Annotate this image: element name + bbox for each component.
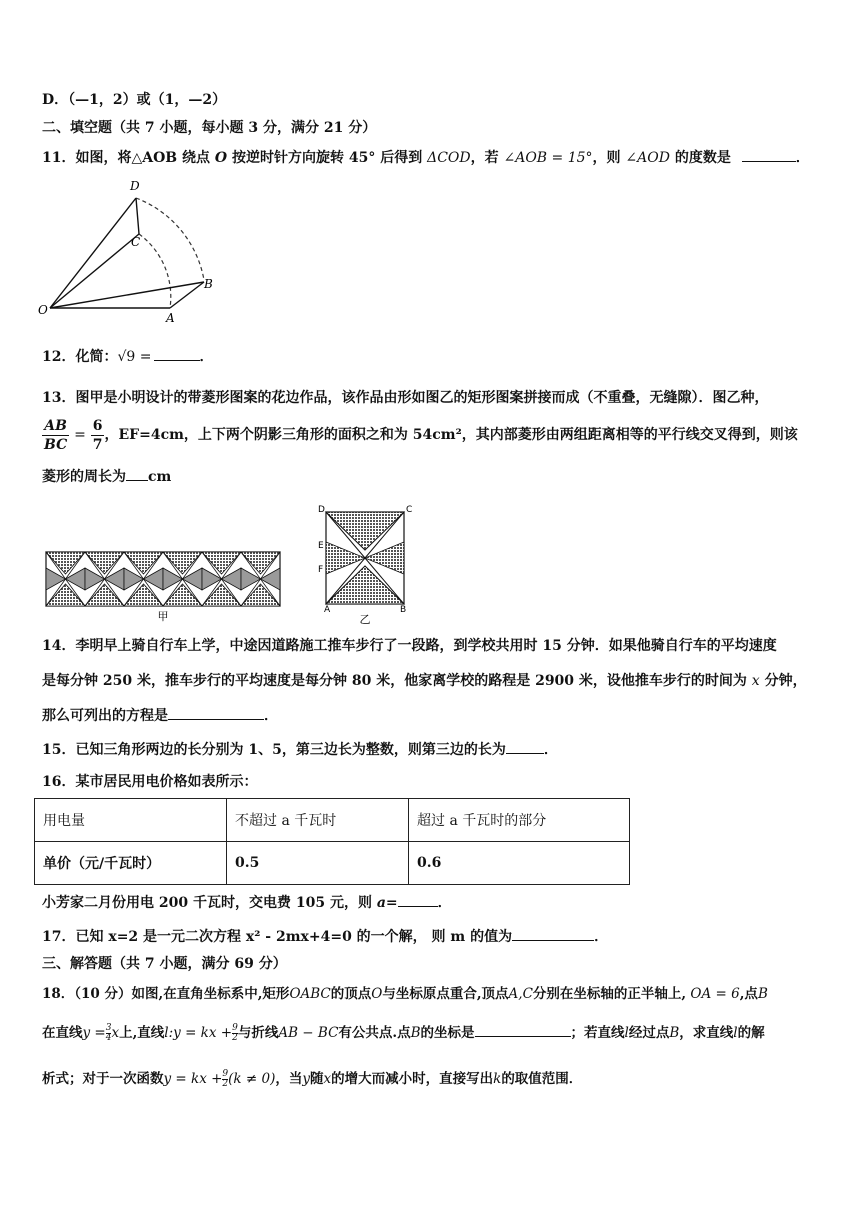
- question-14-line-1: 14．李明早上骑自行车上学，中途因道路施工推车步行了一段路，到学校共用时 15 分钟．如果他骑自行车的平均速度: [42, 638, 777, 654]
- question-16-after: 小芳家二月份用电 200 千瓦时，交电费 105 元，则 a= ．: [42, 892, 452, 913]
- table-cell: 单价（元/千瓦时）: [35, 842, 227, 885]
- option-d: D．（—1，2）或（1，—2）: [42, 92, 227, 108]
- question-14-line-3: 那么可列出的方程是 ．: [42, 705, 278, 726]
- question-13-line-2: $\frac{AB}{BC}$ = $\frac{6}{7}$ ，EF=4cm，上下两个阴影三角形的面积之和为 54cm²，其内部菱形由两组距离相等的平行线交叉得到，则该: [44, 417, 798, 453]
- question-11: 11．如图，将△AOB 绕点 O 按逆时针方向旋转 45° 后得到 ΔCOD，若 ∠AOB = 15°，则 ∠AOD 的度数是 ．: [42, 147, 810, 168]
- label-c2: C: [406, 505, 413, 515]
- answer-blank-18: [475, 1022, 571, 1037]
- label-a2: A: [324, 605, 331, 615]
- fraction-ab-bc: $\frac{AB}{BC}$: [44, 417, 68, 453]
- answer-blank-13: [126, 466, 148, 481]
- answer-blank-16: [398, 892, 438, 907]
- figure-rectangle-tile: [316, 502, 416, 624]
- fraction-3-4: $\frac{3}{4}$: [105, 1023, 112, 1043]
- table-row: [35, 842, 630, 885]
- answer-blank-17: [512, 926, 594, 941]
- arc-inner: [139, 234, 171, 308]
- label-b2: B: [400, 605, 407, 615]
- label-c: C: [131, 235, 141, 249]
- fraction-6-7: $\frac{6}{7}$: [92, 417, 103, 453]
- answer-blank-11: [742, 147, 796, 162]
- answer-blank-14: [168, 705, 264, 720]
- question-13-line-3: 菱形的周长为 cm: [42, 466, 171, 487]
- question-13-line-1: 13．图甲是小明设计的带菱形图案的花边作品，该作品由形如图乙的矩形图案拼接而成（不重叠，无缝隙）．图乙种，: [42, 390, 769, 406]
- table-cell: 0.6: [409, 842, 630, 885]
- question-12: 12．化简：√9 = ．: [42, 346, 214, 367]
- label-d2: D: [318, 505, 325, 515]
- fraction-9-2: $\frac{9}{2}$: [232, 1023, 238, 1043]
- figure-rotation: [36, 176, 226, 324]
- question-14-line-2: 是每分钟 250 米，推车步行的平均速度是每分钟 80 米，他家离学校的路程是 2900 米，设他推车步行的时间为 x 分钟，: [42, 673, 807, 689]
- section-heading-answers: 三、解答题（共 7 小题，满分 69 分）: [42, 956, 287, 972]
- question-15: 15．已知三角形两边的长分别为 1、5，第三边长为整数，则第三边的长为 ．: [42, 739, 558, 760]
- caption-yi: 乙: [359, 613, 371, 626]
- answer-blank-15: [506, 739, 544, 754]
- table-cell: 不超过 a 千瓦时: [227, 799, 409, 842]
- table-cell: 超过 a 千瓦时的部分: [409, 799, 630, 842]
- fraction-9-2b: $\frac{9}{2}$: [222, 1069, 229, 1089]
- question-18-line-3: 析式；对于一次函数y = kx + $\frac{9}{2}(k \ne 0)$，当y随x的增大而减小时，直接写出k的取值范围．: [42, 1069, 583, 1089]
- arc-outer: [136, 198, 204, 280]
- question-16: 16．某市居民用电价格如表所示：: [42, 774, 258, 790]
- section-heading-fill-in: 二、填空题（共 7 小题，每小题 3 分，满分 21 分）: [42, 120, 377, 136]
- label-o: O: [38, 303, 48, 317]
- caption-jia: 甲: [157, 610, 169, 623]
- label-b: B: [204, 277, 213, 291]
- table-cell: 用电量: [35, 799, 227, 842]
- price-table: [34, 798, 630, 885]
- question-18-line-2: 在直线y = $\frac{3}{4}x$上,直线l:y = kx + $\frac{9}{2}$与折线AB − BC有公共点.点B的坐标是 ；若直线l经过点B，求直线l的解: [42, 1023, 765, 1043]
- table-row: [35, 799, 630, 842]
- label-a: A: [166, 311, 175, 325]
- figure-border-pattern: [46, 552, 282, 624]
- question-18-line-1: 18．（10 分）如图,在直角坐标系中,矩形OABC的顶点O与坐标原点重合,顶点A,C分别在坐标轴的正半轴上, OA = 6,点B: [42, 986, 768, 1002]
- answer-blank-12: [154, 346, 200, 361]
- table-cell: 0.5: [227, 842, 409, 885]
- question-17: 17．已知 x=2 是一元二次方程 x² - 2mx+4=0 的一个解， 则 m 的值为 ．: [42, 926, 608, 947]
- label-d: D: [130, 179, 140, 193]
- label-f: F: [318, 565, 324, 575]
- label-e: E: [318, 541, 324, 551]
